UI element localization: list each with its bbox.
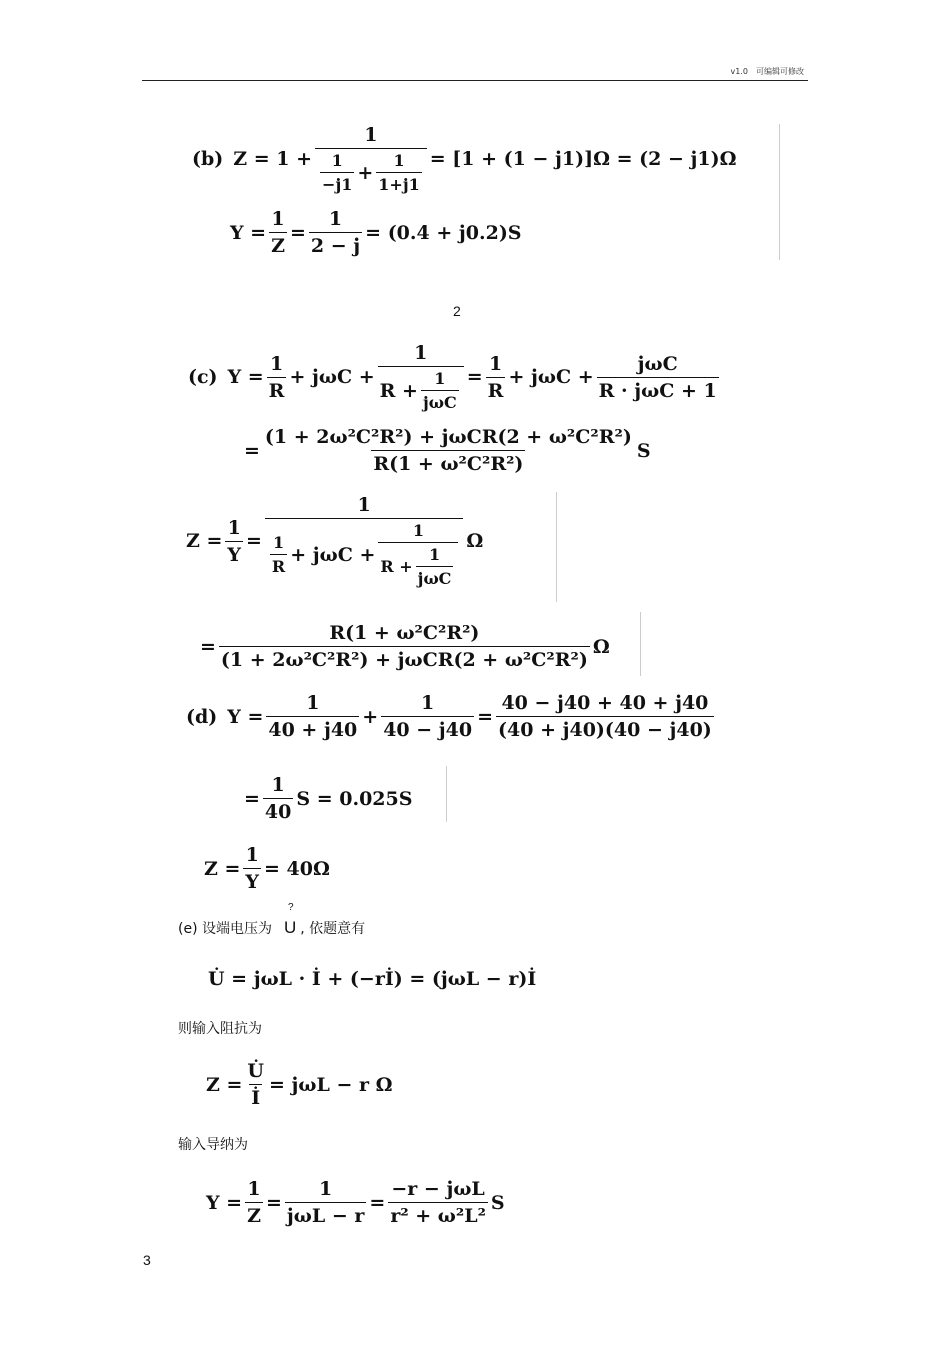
part-e-voltage-equation: U̇ = jωL · İ + (−rİ) = (jωL − r)İ bbox=[208, 968, 537, 990]
u-symbol: U bbox=[284, 918, 297, 937]
part-c-y-equation: (c) Y = $\frac{1}{R}$ + jωC + 1 R + $\frac{1}{\text{jωC}}$ = $\frac{1}{R}$ + jωC + $\frac{\text{jωC}}{\text{R · jωC + 1}}$ bbox=[188, 342, 717, 412]
part-d-z-equation: Z = $\frac{1}{Y}$ = 40Ω bbox=[204, 844, 330, 893]
part-c-z-line2: = $\frac{\text{R(1 + ω²C²R²)}}{\text{(1 + 2ω²C²R²) + jωCR(2 + ω²C²R²)}}$ Ω bbox=[200, 622, 610, 671]
page-number-bottom: 3 bbox=[143, 1252, 151, 1268]
part-b-z-rhs: = [1 + (1 − j1)]Ω = (2 − j1)Ω bbox=[429, 148, 737, 170]
part-b-z-lhs: Z = 1 + bbox=[233, 148, 313, 170]
part-b-y-equation: Y = $\frac{1}{Z}$ = $\frac{1}{2 - j}$ = (0.4 + j0.2)S bbox=[230, 208, 522, 257]
scan-edge-line bbox=[640, 612, 641, 676]
part-e-intro: (e) 设端电压为 ? U , 依题意有 bbox=[178, 902, 366, 937]
scan-edge-line bbox=[779, 124, 780, 260]
part-b-z-equation bbox=[192, 124, 737, 194]
page-number-middle: 2 bbox=[453, 303, 461, 319]
u-dot-mark: ? bbox=[288, 902, 294, 913]
part-b-z-fraction: 1 $\frac{1}{-j1}$ + $\frac{1}{1+j1}$ bbox=[315, 124, 427, 194]
header-rule bbox=[142, 80, 808, 81]
part-e-z-equation: Z = $\frac{U̇}{İ}$ = jωL − r Ω bbox=[206, 1060, 393, 1109]
scan-edge-line bbox=[446, 766, 447, 822]
part-d-y-line2: = $\frac{1}{40}$ S = 0.025S bbox=[244, 774, 413, 823]
part-c-z-equation: Z = $\frac{1}{Y}$ = 1 $\frac{1}{R}$ + jωC + 1 R + $\frac{1}{\text{jωC}}$ Ω bbox=[186, 494, 484, 588]
part-c-y-line2: = $\frac{\text{(1 + 2ω²C²R²) + jωCR(2 + ω²C²R²)}}{\text{R(1 + ω²C²R²)}}$ S bbox=[244, 426, 651, 475]
part-b-label: (b) bbox=[192, 148, 224, 170]
header-version: v1.0 可编辑可修改 bbox=[730, 67, 804, 76]
part-d-y-equation: (d) Y = $\frac{1}{40 + j40}$ + $\frac{1}{40 - j40}$ = $\frac{40 - j40 + 40 + j40}{(40 + j40)(40 - j40)}$ bbox=[186, 692, 712, 741]
part-e-impedance-label: 则输入阻抗为 bbox=[178, 1021, 262, 1037]
part-e-admittance-label: 输入导纳为 bbox=[178, 1137, 248, 1153]
scan-edge-line bbox=[556, 492, 557, 602]
part-e-y-equation: Y = $\frac{1}{Z}$ = $\frac{1}{\text{jωL − r}}$ = $\frac{\text{−r − jωL}}{\text{r² + ω²L²}}$ S bbox=[206, 1178, 505, 1227]
